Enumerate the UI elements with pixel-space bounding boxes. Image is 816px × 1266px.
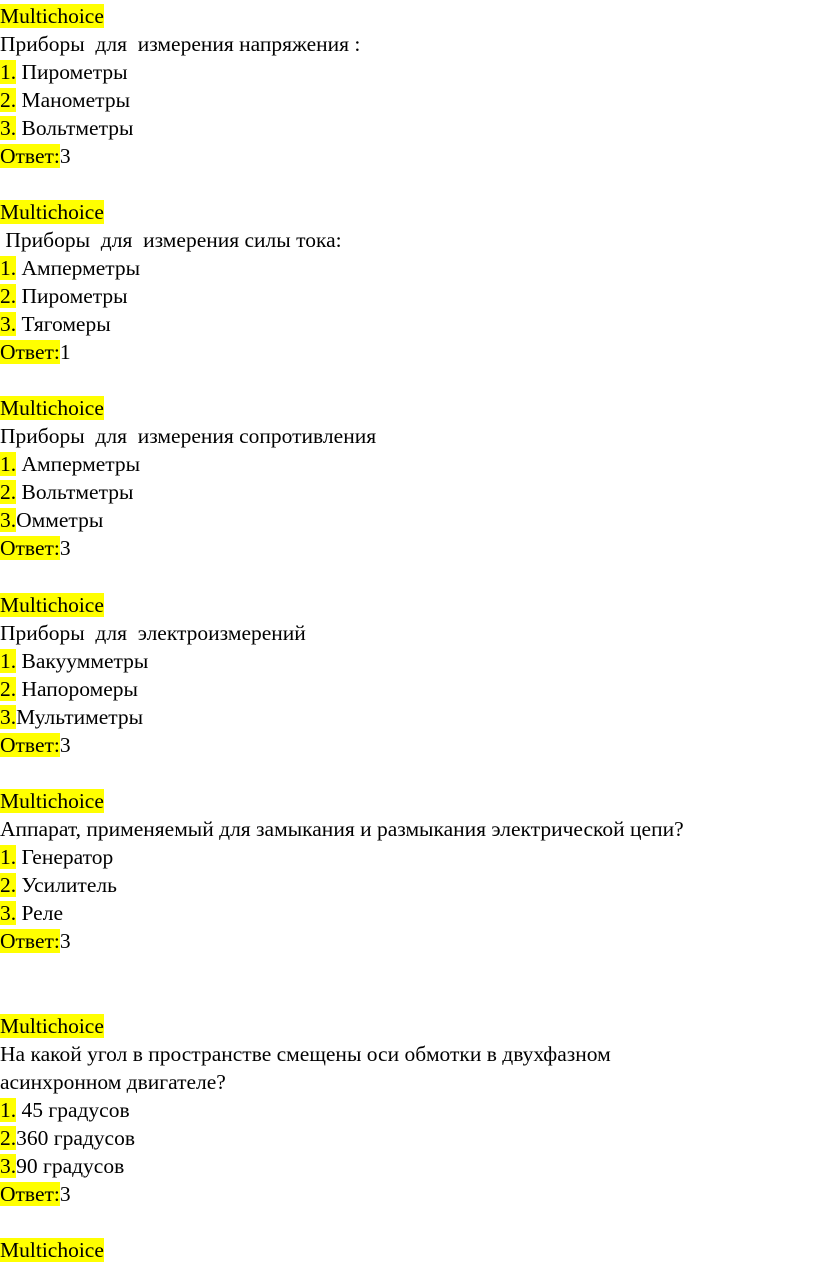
answer-option <box>0 1152 124 1180</box>
answer-option <box>0 703 143 731</box>
option-text: Пирометры <box>21 60 128 84</box>
option-number: 2. <box>0 873 17 897</box>
answer-value: 3 <box>59 929 71 953</box>
option-number: 3. <box>0 116 17 140</box>
answer-line <box>0 731 71 759</box>
answer-option <box>0 1096 130 1124</box>
question-text-line: Приборы для измерения сопротивления <box>0 424 377 448</box>
answer-value: 3 <box>59 144 71 168</box>
answer-option <box>0 86 130 114</box>
type-label: Multichoice <box>0 396 104 420</box>
answer-option <box>0 310 111 338</box>
type-label: Multichoice <box>0 789 104 813</box>
answer-option <box>0 506 103 534</box>
option-number: 2. <box>0 284 17 308</box>
question-text-line: Приборы для электроизмерений <box>0 621 306 645</box>
answer-option <box>0 478 133 506</box>
answer-option <box>0 282 128 310</box>
answer-label: Ответ: <box>0 144 60 168</box>
answer-option <box>0 647 148 675</box>
type-label: Multichoice <box>0 1238 104 1262</box>
option-text: Вольтметры <box>21 480 134 504</box>
answer-value: 3 <box>59 1182 71 1206</box>
option-text: Вольтметры <box>21 116 134 140</box>
option-number: 1. <box>0 1098 17 1122</box>
option-text: 90 градусов <box>16 1154 125 1178</box>
answer-option <box>0 899 63 927</box>
option-number: 1. <box>0 452 17 476</box>
answer-label: Ответ: <box>0 733 60 757</box>
answer-option <box>0 675 138 703</box>
option-number: 2. <box>0 677 17 701</box>
option-text: Мультиметры <box>16 705 144 729</box>
question-text-line: Аппарат, применяемый для замыкания и размыкания электрической цепи? <box>0 817 684 841</box>
type-label: Multichoice <box>0 593 104 617</box>
answer-option <box>0 871 117 899</box>
answer-line <box>0 927 71 955</box>
question-text-line: асинхронном двигателе? <box>0 1070 226 1094</box>
type-label: Multichoice <box>0 4 104 28</box>
option-text: Манометры <box>21 88 131 112</box>
question-type-label <box>0 1012 104 1040</box>
option-text: 45 градусов <box>21 1098 130 1122</box>
answer-option <box>0 843 113 871</box>
question-text <box>0 1040 611 1068</box>
question-text <box>0 815 684 843</box>
question-text <box>0 1068 226 1096</box>
option-text: Реле <box>21 901 63 925</box>
option-number: 3. <box>0 508 17 532</box>
answer-value: 3 <box>59 733 71 757</box>
answer-option <box>0 254 140 282</box>
option-number: 1. <box>0 60 17 84</box>
answer-line <box>0 534 71 562</box>
answer-line <box>0 338 71 366</box>
option-text: Генератор <box>21 845 114 869</box>
question-text <box>0 422 376 450</box>
option-text: Тягомеры <box>21 312 111 336</box>
option-number: 3. <box>0 705 17 729</box>
option-number: 3. <box>0 312 17 336</box>
question-type-label <box>0 591 104 619</box>
question-type-label <box>0 394 104 422</box>
question-text-line: Приборы для измерения напряжения : <box>0 32 361 56</box>
type-label: Multichoice <box>0 200 104 224</box>
answer-label: Ответ: <box>0 929 60 953</box>
answer-label: Ответ: <box>0 1182 60 1206</box>
answer-option <box>0 58 128 86</box>
question-text <box>0 619 306 647</box>
question-type-label <box>0 787 104 815</box>
option-number: 1. <box>0 845 17 869</box>
question-type-label <box>0 198 104 226</box>
option-text: Амперметры <box>21 452 141 476</box>
option-text: Амперметры <box>21 256 141 280</box>
answer-value: 3 <box>59 536 71 560</box>
option-text: 360 градусов <box>16 1126 135 1150</box>
option-text: Пирометры <box>21 284 128 308</box>
option-text: Напоромеры <box>21 677 138 701</box>
answer-value: 1 <box>59 340 71 364</box>
option-text: Вакуумметры <box>21 649 149 673</box>
option-number: 3. <box>0 901 17 925</box>
answer-label: Ответ: <box>0 340 60 364</box>
option-number: 3. <box>0 1154 17 1178</box>
question-text-line: Приборы для измерения силы тока: <box>0 228 342 252</box>
option-text: Омметры <box>16 508 104 532</box>
question-type-label <box>0 1236 104 1264</box>
question-text <box>0 30 360 58</box>
question-type-label <box>0 2 104 30</box>
option-number: 2. <box>0 480 17 504</box>
option-number: 1. <box>0 256 17 280</box>
option-number: 2. <box>0 1126 17 1150</box>
answer-option <box>0 1124 135 1152</box>
answer-line <box>0 1180 71 1208</box>
answer-line <box>0 142 71 170</box>
option-number: 2. <box>0 88 17 112</box>
option-number: 1. <box>0 649 17 673</box>
option-text: Усилитель <box>21 873 117 897</box>
answer-option <box>0 114 133 142</box>
answer-label: Ответ: <box>0 536 60 560</box>
question-text <box>0 226 342 254</box>
question-text-line: На какой угол в пространстве смещены оси обмотки в двухфазном <box>0 1042 611 1066</box>
answer-option <box>0 450 140 478</box>
type-label: Multichoice <box>0 1014 104 1038</box>
